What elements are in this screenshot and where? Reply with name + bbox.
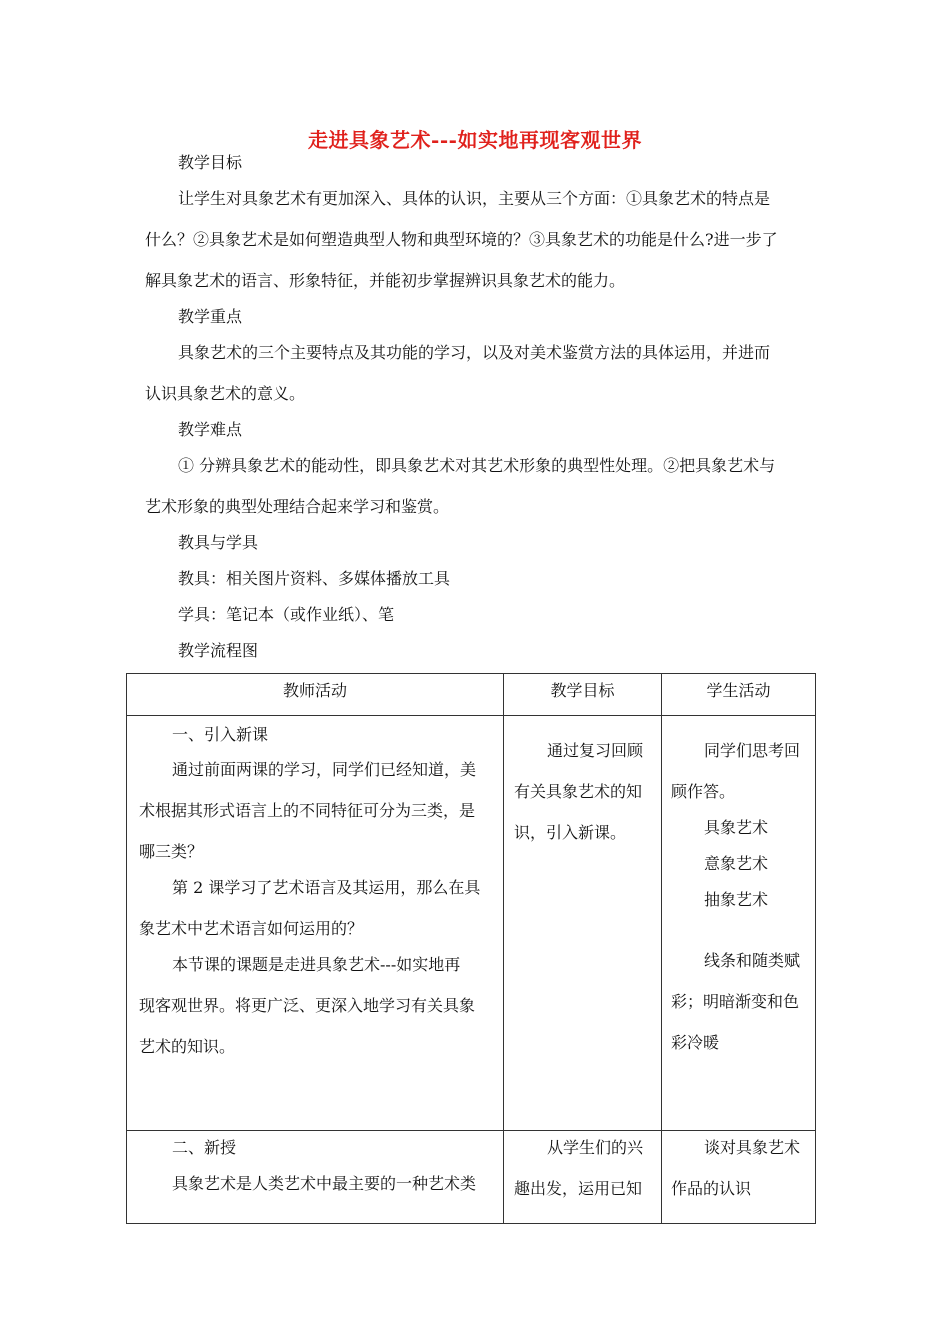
document-title: 走进具象艺术---如实地再现客观世界 — [308, 128, 642, 152]
cell-line: 通过前面两课的学习，同学们已经知道，美 — [172, 760, 477, 779]
cell-line: 顾作答。 — [671, 782, 736, 801]
cell-student-activity — [662, 1131, 816, 1224]
cell-line: 有关具象艺术的知 — [514, 782, 643, 801]
paragraph-line: 艺术形象的典型处理结合起来学习和鉴赏。 — [145, 497, 450, 516]
cell-line: 谈对具象艺术 — [704, 1138, 801, 1157]
cell-line: 术根据其形式语言上的不同特征可分为三类，是 — [139, 801, 476, 820]
paragraph-line: 认识具象艺术的意义。 — [145, 384, 306, 403]
header-student-activity: 学生活动 — [662, 674, 816, 716]
teacher-tools: 教具：相关图片资料、多媒体播放工具 — [178, 569, 451, 588]
cell-line: 意象艺术 — [704, 854, 769, 873]
cell-teacher-activity — [127, 716, 504, 1131]
cell-teaching-goal — [504, 1131, 662, 1224]
cell-line: 彩冷暖 — [671, 1033, 720, 1052]
cell-line: 抽象艺术 — [704, 890, 769, 909]
cell-line: 通过复习回顾 — [547, 741, 644, 760]
student-tools: 学具：笔记本（或作业纸）、笔 — [178, 605, 395, 624]
cell-line: 具象艺术 — [704, 818, 769, 837]
cell-line: 趣出发，运用已知 — [514, 1179, 643, 1198]
header-teacher-activity: 教师活动 — [127, 674, 504, 716]
cell-line: 现客观世界。将更广泛、更深入地学习有关具象 — [139, 996, 476, 1015]
cell-line: 作品的认识 — [671, 1179, 752, 1198]
cell-student-activity — [662, 716, 816, 1131]
paragraph-line: ① 分辨具象艺术的能动性，即具象艺术对其艺术形象的典型性处理。②把具象艺术与 — [178, 456, 776, 475]
cell-line: 哪三类？ — [139, 842, 204, 861]
cell-line: 本节课的课题是走进具象艺术---如实地再 — [172, 955, 461, 974]
section-heading-goal: 教学目标 — [178, 153, 243, 172]
paragraph-line: 具象艺术的三个主要特点及其功能的学习，以及对美术鉴赏方法的具体运用，并进而 — [178, 343, 771, 362]
cell-line: 彩；明暗渐变和色 — [671, 992, 800, 1011]
table-header-row — [127, 674, 816, 716]
table-row — [127, 1131, 816, 1224]
cell-line: 具象艺术是人类艺术中最主要的一种艺术类 — [172, 1174, 477, 1193]
paragraph-line: 解具象艺术的语言、形象特征，并能初步掌握辨识具象艺术的能力。 — [145, 271, 626, 290]
cell-line: 同学们思考回 — [704, 741, 801, 760]
section-heading-difficulty: 教学难点 — [178, 420, 243, 439]
cell-line: 第 2 课学习了艺术语言及其运用，那么在具 — [172, 878, 481, 897]
header-teaching-goal: 教学目标 — [504, 674, 662, 716]
cell-line: 识，引入新课。 — [514, 823, 627, 842]
section-heading-tools: 教具与学具 — [178, 533, 259, 552]
paragraph-line: 让学生对具象艺术有更加深入、具体的认识，主要从三个方面：①具象艺术的特点是 — [178, 189, 771, 208]
cell-line: 从学生们的兴 — [547, 1138, 644, 1157]
cell-teaching-goal — [504, 716, 662, 1131]
cell-teacher-activity — [127, 1131, 504, 1224]
cell-line: 线条和随类赋 — [704, 951, 801, 970]
cell-line: 一、引入新课 — [172, 725, 269, 744]
cell-line: 艺术的知识。 — [139, 1037, 236, 1056]
table-row — [127, 716, 816, 1131]
teaching-flow-table — [126, 673, 816, 1224]
cell-line: 象艺术中艺术语言如何运用的？ — [139, 919, 364, 938]
section-heading-flow: 教学流程图 — [178, 641, 259, 660]
cell-line: 二、新授 — [172, 1138, 237, 1157]
section-heading-key: 教学重点 — [178, 307, 243, 326]
paragraph-line: 什么？②具象艺术是如何塑造典型人物和典型环境的？③具象艺术的功能是什么?进一步了 — [145, 230, 778, 249]
